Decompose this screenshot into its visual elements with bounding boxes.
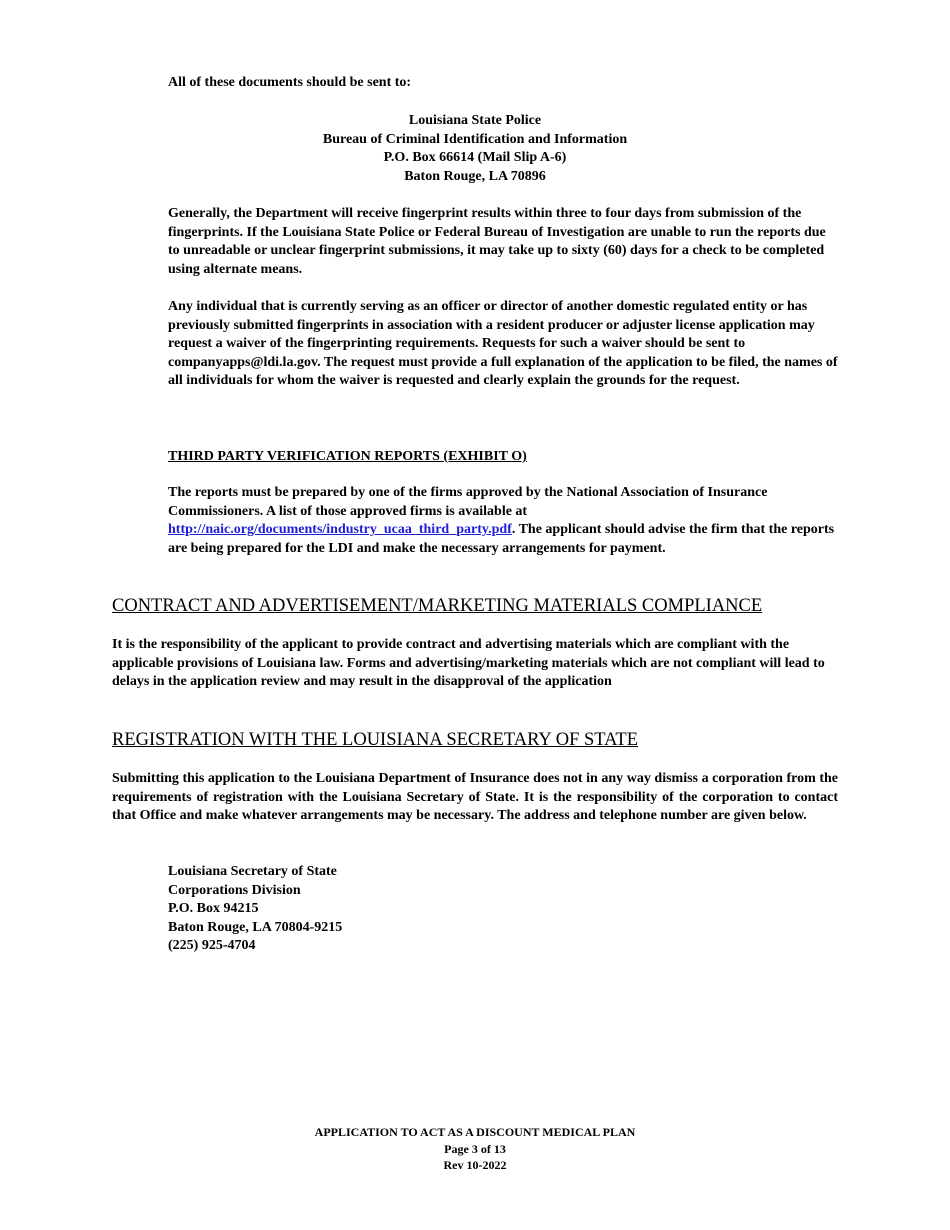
registration-heading: REGISTRATION WITH THE LOUISIANA SECRETARY OF STATE (112, 730, 639, 750)
sos-address-line-4: Baton Rouge, LA 70804-9215 (168, 919, 343, 935)
intro-text: All of these documents should be sent to: (168, 75, 412, 90)
lsp-address-line-2: Bureau of Criminal Identification and Information (322, 131, 628, 147)
sos-address-line-5: (225) 925-4704 (168, 938, 256, 954)
footer-title: APPLICATION TO ACT AS A DISCOUNT MEDICAL PLAN (314, 1125, 636, 1139)
sos-address-line-1: Louisiana Secretary of State (168, 864, 337, 879)
footer-revision: Rev 10-2022 (443, 1158, 507, 1172)
page-footer (0, 1124, 950, 1174)
third-party-text-before: The reports must be prepared by one of the firms approved by the National Association of Insurance Commissioners. A list of those approved firms is available at (168, 485, 768, 519)
footer-page-number: Page 3 of 13 (444, 1141, 506, 1156)
fingerprint-results-paragraph: Generally, the Department will receive fingerprint results within three to four days from submission of the fingerprints. If the Louisiana State Police or Federal Bureau of Investigation are unable to run the reports due to unreadable or unclear fingerprint submissions, it may take up to sixty (60) days for a check to be completed using alternate means. (168, 206, 826, 277)
sos-address-block (168, 863, 840, 956)
waiver-paragraph: Any individual that is currently serving as an officer or director of another domestic regulated entity or has previously submitted fingerprints in association with a resident producer or adjuster license application may request a waiver of the fingerprinting requirements. Requests for such a waiver should be sent to companyapps@ldi.la.gov. The request must provide a full explanation of the application to be filed, the names of all individuals for whom the waiver is requested and clearly explain the grounds for the request. (168, 299, 838, 389)
contract-compliance-paragraph: It is the responsibility of the applicant to provide contract and advertising materials which are compliant with the applicable provisions of Louisiana law. Forms and advertising/marketing materials which are not compliant will lead to delays in the application review and may result in the disapproval of the application (112, 637, 825, 690)
sos-address-line-2: Corporations Division (168, 882, 301, 898)
third-party-heading: THIRD PARTY VERIFICATION REPORTS (EXHIBIT O) (168, 449, 527, 464)
sos-address-line-3: P.O. Box 94215 (168, 901, 259, 917)
third-party-paragraph (168, 484, 840, 558)
lsp-address-block (0, 112, 950, 186)
registration-paragraph: Submitting this application to the Louisiana Department of Insurance does not in any way dismiss a corporation from the requirements of registration with the Louisiana Secretary of State. It is the responsibility of the corporation to contact that Office and make whatever arrangements may be necessary. The address and telephone number are given below. (112, 771, 838, 824)
lsp-address-line-1: Louisiana State Police (408, 113, 542, 128)
lsp-address-line-3: P.O. Box 66614 (Mail Slip A-6) (383, 150, 567, 166)
lsp-address-line-4: Baton Rouge, LA 70896 (404, 168, 546, 184)
contract-compliance-heading: CONTRACT AND ADVERTISEMENT/MARKETING MATERIALS COMPLIANCE (112, 596, 763, 616)
third-party-text-after: . The applicant should advise the firm that the reports are being prepared for the LDI and make the necessary arrangements for payment. (168, 522, 835, 556)
naic-firms-link[interactable]: http://naic.org/documents/industry_ucaa_third_party.pdf (168, 522, 512, 538)
